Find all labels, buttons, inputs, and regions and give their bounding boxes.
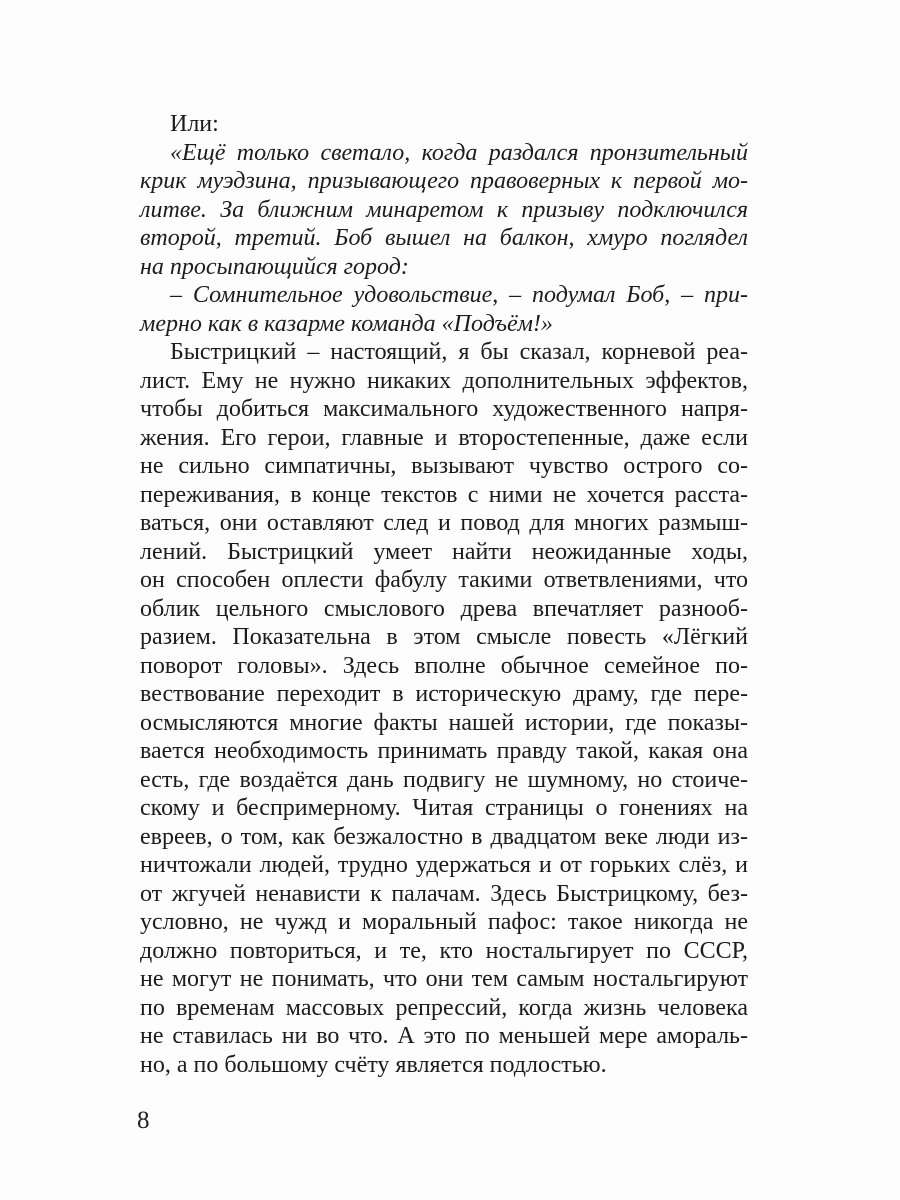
quote-paragraph-1 (140, 139, 748, 282)
text-line: осмысляются многие факты нашей истории, где показы- (140, 709, 748, 736)
text-line: должно повториться, и те, кто ностальгирует по СССР, (140, 937, 748, 964)
text-line: вается необходимость принимать правду такой, какая она (140, 738, 748, 764)
text-line: лений. Быстрицкий умеет найти неожиданные ходы, (140, 538, 748, 565)
text-line: разием. Показательна в этом смысле повесть «Лёгкий (140, 624, 748, 650)
paragraph-intro (140, 110, 748, 139)
text-line: Быстрицкий – настоящий, я бы сказал, корневой реа- (170, 339, 748, 365)
text-line: чтобы добиться максимального художественного напря- (140, 396, 748, 422)
text-block (140, 110, 748, 1079)
text-line: условно, не чужд и моральный пафос: такое никогда не (140, 909, 748, 935)
text-line: – Сомнительное удовольствие, – подумал Боб, – при- (170, 282, 748, 308)
text-line: на просыпающийся город: (140, 253, 409, 280)
text-line: от жгучей ненависти к палачам. Здесь Быстрицкому, без- (140, 880, 748, 907)
text-line: крик муэдзина, призывающего правоверных к первой мо- (140, 168, 748, 194)
text-line: Или: (170, 111, 219, 137)
text-line: вествование переходит в историческую драму, где пере- (140, 681, 748, 707)
text-line: лист. Ему не нужно никаких дополнительных эффектов, (140, 367, 748, 394)
text-line: по временам массовых репрессий, когда жизнь человека (140, 994, 748, 1021)
text-line: не могут не понимать, что они тем самым ностальгируют (140, 966, 748, 992)
text-line: ничтожали людей, трудно удержаться и от горьких слёз, и (140, 852, 748, 878)
text-line: он способен оплести фабулу такими ответвлениями, что (140, 567, 748, 593)
text-line: не ставилась ни во что. А это по меньшей мере амораль- (140, 1023, 748, 1049)
text-line: скому и беспримерному. Читая страницы о гонениях на (140, 795, 748, 821)
text-line: но, а по большому счёту является подлостью. (140, 1051, 607, 1078)
body-paragraph (140, 338, 748, 1079)
text-line: не сильно симпатичны, вызывают чувство острого со- (140, 453, 748, 479)
text-line: облик цельного смыслового древа впечатляет разнооб- (140, 595, 748, 622)
text-line: второй, третий. Боб вышел на балкон, хмуро поглядел (140, 225, 748, 251)
text-line: есть, где воздаётся дань подвигу не шумному, но стоиче- (140, 766, 748, 793)
text-line: евреев, о том, как безжалостно в двадцатом веке люди из- (140, 823, 748, 850)
text-line: переживания, в конце текстов с ними не хочется расста- (140, 481, 748, 508)
quote-paragraph-2 (140, 281, 748, 338)
text-line: ваться, они оставляют след и повод для многих размыш- (140, 510, 748, 536)
text-line: «Ещё только светало, когда раздался пронзительный (170, 139, 748, 166)
page-number: 8 (137, 1107, 150, 1134)
text-line: поворот головы». Здесь вполне обычное семейное по- (140, 652, 748, 679)
text-line: литве. За ближним минаретом к призыву подключился (140, 196, 748, 223)
text-line: мерно как в казарме команда «Подъём!» (140, 310, 553, 337)
text-line: жения. Его герои, главные и второстепенные, даже если (140, 424, 748, 451)
